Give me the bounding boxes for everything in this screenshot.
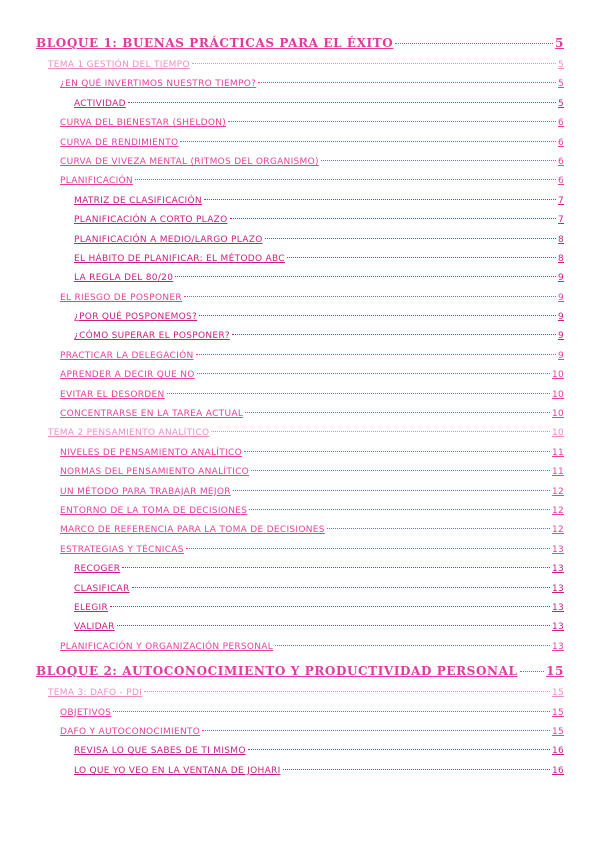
dot-leader (128, 102, 556, 103)
dot-leader (287, 257, 556, 258)
toc-page-number: 6 (557, 137, 564, 148)
toc-entry[interactable] (36, 708, 564, 727)
toc-entry-title: OBJETIVOS (60, 707, 112, 718)
toc-page-number: 13 (551, 544, 564, 555)
toc-entry[interactable] (36, 506, 564, 525)
dot-leader (265, 238, 556, 239)
toc-entry[interactable] (36, 525, 564, 544)
toc-entry-title: ACTIVIDAD (74, 98, 126, 109)
toc-entry-title: UN MÉTODO PARA TRABAJAR MEJOR (60, 486, 231, 497)
dot-leader (230, 218, 556, 219)
toc-page-number: 12 (551, 525, 564, 536)
toc-page-number: 8 (557, 253, 564, 264)
dot-leader (228, 121, 556, 122)
toc-entry-title: EL HÁBITO DE PLANIFICAR: EL MÉTODO ABC (74, 253, 285, 264)
dot-leader (395, 43, 553, 44)
toc-entry-title: APRENDER A DECIR QUE NO (60, 370, 195, 381)
toc-entry-title: NIVELES DE PENSAMIENTO ANALÍTICO (60, 447, 242, 458)
toc-entry[interactable] (36, 196, 564, 215)
toc-entry-title: PLANIFICACIÓN (60, 176, 133, 187)
toc-entry[interactable] (36, 564, 564, 583)
toc-page-number: 5 (557, 79, 564, 90)
toc-entry-title: BLOQUE 1: BUENAS PRÁCTICAS PARA EL ÉXITO (36, 36, 394, 50)
toc-entry-title: LA REGLA DEL 80/20 (74, 273, 174, 284)
toc-entry[interactable] (36, 273, 564, 292)
toc-entry-title: DAFO Y AUTOCONOCIMIENTO (60, 726, 201, 737)
toc-entry[interactable] (36, 467, 564, 486)
toc-entry-title: EL RIESGO DE POSPONER (60, 292, 182, 303)
toc-page-number: 10 (551, 428, 564, 439)
toc-entry[interactable] (36, 766, 564, 785)
dot-leader (244, 451, 550, 452)
toc-topic-entry[interactable] (36, 688, 564, 707)
dot-leader (204, 199, 556, 200)
dot-leader (283, 769, 550, 770)
toc-entry-title: ELEGIR (74, 602, 109, 613)
toc-entry-title: MATRIZ DE CLASIFICACIÓN (74, 195, 202, 206)
toc-entry-title: NORMAS DEL PENSAMIENTO ANALÍTICO (60, 467, 250, 478)
toc-entry-title: CONCENTRARSE EN LA TAREA ACTUAL (60, 409, 244, 420)
toc-entry[interactable] (36, 370, 564, 389)
toc-entry-title: PRACTICAR LA DELEGACIÓN (60, 350, 194, 361)
dot-leader (275, 645, 550, 646)
dot-leader (196, 354, 556, 355)
toc-entry-title: PLANIFICACIÓN Y ORGANIZACIÓN PERSONAL (60, 641, 274, 652)
toc-entry-title: PLANIFICACIÓN A MEDIO/LARGO PLAZO (74, 234, 263, 245)
toc-entry[interactable] (36, 351, 564, 370)
toc-page-number: 6 (557, 118, 564, 129)
toc-page-number: 15 (551, 707, 564, 718)
toc-entry-title: BLOQUE 2: AUTOCONOCIMIENTO Y PRODUCTIVIDAD PERSONAL (36, 664, 518, 679)
toc-page-number: 13 (551, 622, 564, 633)
dot-leader (321, 160, 556, 161)
dot-leader (113, 711, 550, 712)
toc-page-number: 9 (557, 331, 564, 342)
dot-leader (132, 587, 550, 588)
toc-page-number: 13 (551, 564, 564, 575)
dot-leader (167, 393, 550, 394)
dot-leader (175, 276, 556, 277)
toc-page-number: 12 (551, 505, 564, 516)
toc-entry-title: CURVA DE VIVEZA MENTAL (RITMOS DEL ORGANISMO) (60, 156, 319, 167)
toc-page-number: 12 (551, 486, 564, 497)
dot-leader (197, 373, 550, 374)
toc-entry-title: PLANIFICACIÓN A CORTO PLAZO (74, 215, 228, 226)
toc-entry[interactable] (36, 79, 564, 98)
toc-page-number: 5 (557, 98, 564, 109)
dot-leader (258, 82, 556, 83)
dot-leader (144, 691, 550, 692)
toc-block-heading[interactable] (36, 664, 564, 688)
toc-entry[interactable] (36, 727, 564, 746)
dot-leader (233, 490, 550, 491)
dot-leader (211, 431, 550, 432)
toc-page-number: 15 (551, 688, 564, 699)
toc-page-number: 11 (551, 447, 564, 458)
toc-block-heading[interactable] (36, 36, 564, 60)
toc-entry-title: TEMA 3: DAFO - PDI (48, 688, 143, 699)
toc-topic-entry[interactable] (36, 428, 564, 447)
toc-page-number: 5 (555, 36, 564, 50)
toc-entry[interactable] (36, 390, 564, 409)
toc-entry-title: REVISA LO QUE SABES DE TI MISMO (74, 746, 246, 757)
toc-entry[interactable] (36, 293, 564, 312)
toc-entry[interactable] (36, 584, 564, 603)
toc-page-number: 10 (551, 389, 564, 400)
toc-entry[interactable] (36, 331, 564, 350)
toc-page-number: 15 (546, 664, 564, 679)
table-of-contents (36, 36, 564, 785)
toc-entry-title: ¿EN QUÉ INVERTIMOS NUESTRO TIEMPO? (60, 79, 257, 90)
toc-page-number: 13 (551, 583, 564, 594)
toc-entry[interactable] (36, 254, 564, 273)
dot-leader (192, 63, 556, 64)
toc-page-number: 9 (557, 350, 564, 361)
toc-entry-title: TEMA 2 PENSAMIENTO ANALÍTICO (48, 428, 210, 439)
dot-leader (232, 334, 556, 335)
toc-entry-title: ¿CÓMO SUPERAR EL POSPONER? (74, 331, 230, 342)
dot-leader (248, 749, 550, 750)
toc-topic-entry[interactable] (36, 60, 564, 79)
toc-page-number: 15 (551, 726, 564, 737)
dot-leader (135, 179, 556, 180)
toc-entry[interactable] (36, 545, 564, 564)
toc-entry-title: EVITAR EL DESORDEN (60, 389, 165, 400)
toc-entry[interactable] (36, 622, 564, 641)
toc-entry-title: CLASIFICAR (74, 583, 130, 594)
toc-entry[interactable] (36, 312, 564, 331)
toc-page-number: 5 (557, 60, 564, 70)
toc-page-number: 11 (551, 467, 564, 478)
toc-entry-title: ¿POR QUÉ POSPONEMOS? (74, 312, 198, 323)
toc-page-number: 16 (551, 746, 564, 757)
dot-leader (251, 470, 550, 471)
toc-page-number: 7 (557, 215, 564, 226)
dot-leader (110, 606, 550, 607)
toc-entry[interactable] (36, 215, 564, 234)
dot-leader (245, 412, 550, 413)
toc-entry[interactable] (36, 487, 564, 506)
toc-entry[interactable] (36, 118, 564, 137)
toc-entry[interactable] (36, 746, 564, 765)
toc-entry[interactable] (36, 603, 564, 622)
dot-leader (249, 509, 550, 510)
toc-entry-title: TEMA 1 GESTIÓN DEL TIEMPO (48, 60, 190, 70)
toc-page-number: 16 (551, 765, 564, 776)
toc-page-number: 13 (551, 602, 564, 613)
toc-entry-title: ESTRATEGIAS Y TÉCNICAS (60, 544, 184, 555)
toc-page-number: 7 (557, 195, 564, 206)
toc-entry-title: CURVA DEL BIENESTAR (SHELDON) (60, 118, 227, 129)
toc-entry-title: VALIDAR (74, 622, 115, 633)
dot-leader (202, 730, 550, 731)
toc-entry[interactable] (36, 176, 564, 195)
toc-page-number: 6 (557, 176, 564, 187)
toc-entry[interactable] (36, 235, 564, 254)
toc-page-number: 9 (557, 273, 564, 284)
dot-leader (122, 567, 550, 568)
toc-page-number: 8 (557, 234, 564, 245)
toc-page-number: 9 (557, 292, 564, 303)
toc-entry[interactable] (36, 642, 564, 661)
toc-entry-title: RECOGER (74, 564, 121, 575)
toc-page-number: 6 (557, 156, 564, 167)
toc-entry-title: ENTORNO DE LA TOMA DE DECISIONES (60, 505, 248, 516)
toc-page-number: 10 (551, 409, 564, 420)
toc-entry[interactable] (36, 99, 564, 118)
toc-page-number: 9 (557, 312, 564, 323)
dot-leader (184, 296, 556, 297)
dot-leader (186, 548, 550, 549)
dot-leader (327, 528, 550, 529)
dot-leader (117, 625, 550, 626)
toc-entry[interactable] (36, 157, 564, 176)
dot-leader (180, 141, 556, 142)
toc-entry-title: LO QUE YO VEO EN LA VENTANA DE JOHARI (74, 765, 281, 776)
dot-leader (199, 315, 556, 316)
toc-entry[interactable] (36, 409, 564, 428)
dot-leader (520, 671, 545, 672)
toc-page-number: 10 (551, 370, 564, 381)
toc-entry-title: CURVA DE RENDIMIENTO (60, 137, 179, 148)
toc-entry[interactable] (36, 138, 564, 157)
toc-entry-title: MARCO DE REFERENCIA PARA LA TOMA DE DECISIONES (60, 525, 325, 536)
toc-page-number: 13 (551, 641, 564, 652)
toc-entry[interactable] (36, 448, 564, 467)
